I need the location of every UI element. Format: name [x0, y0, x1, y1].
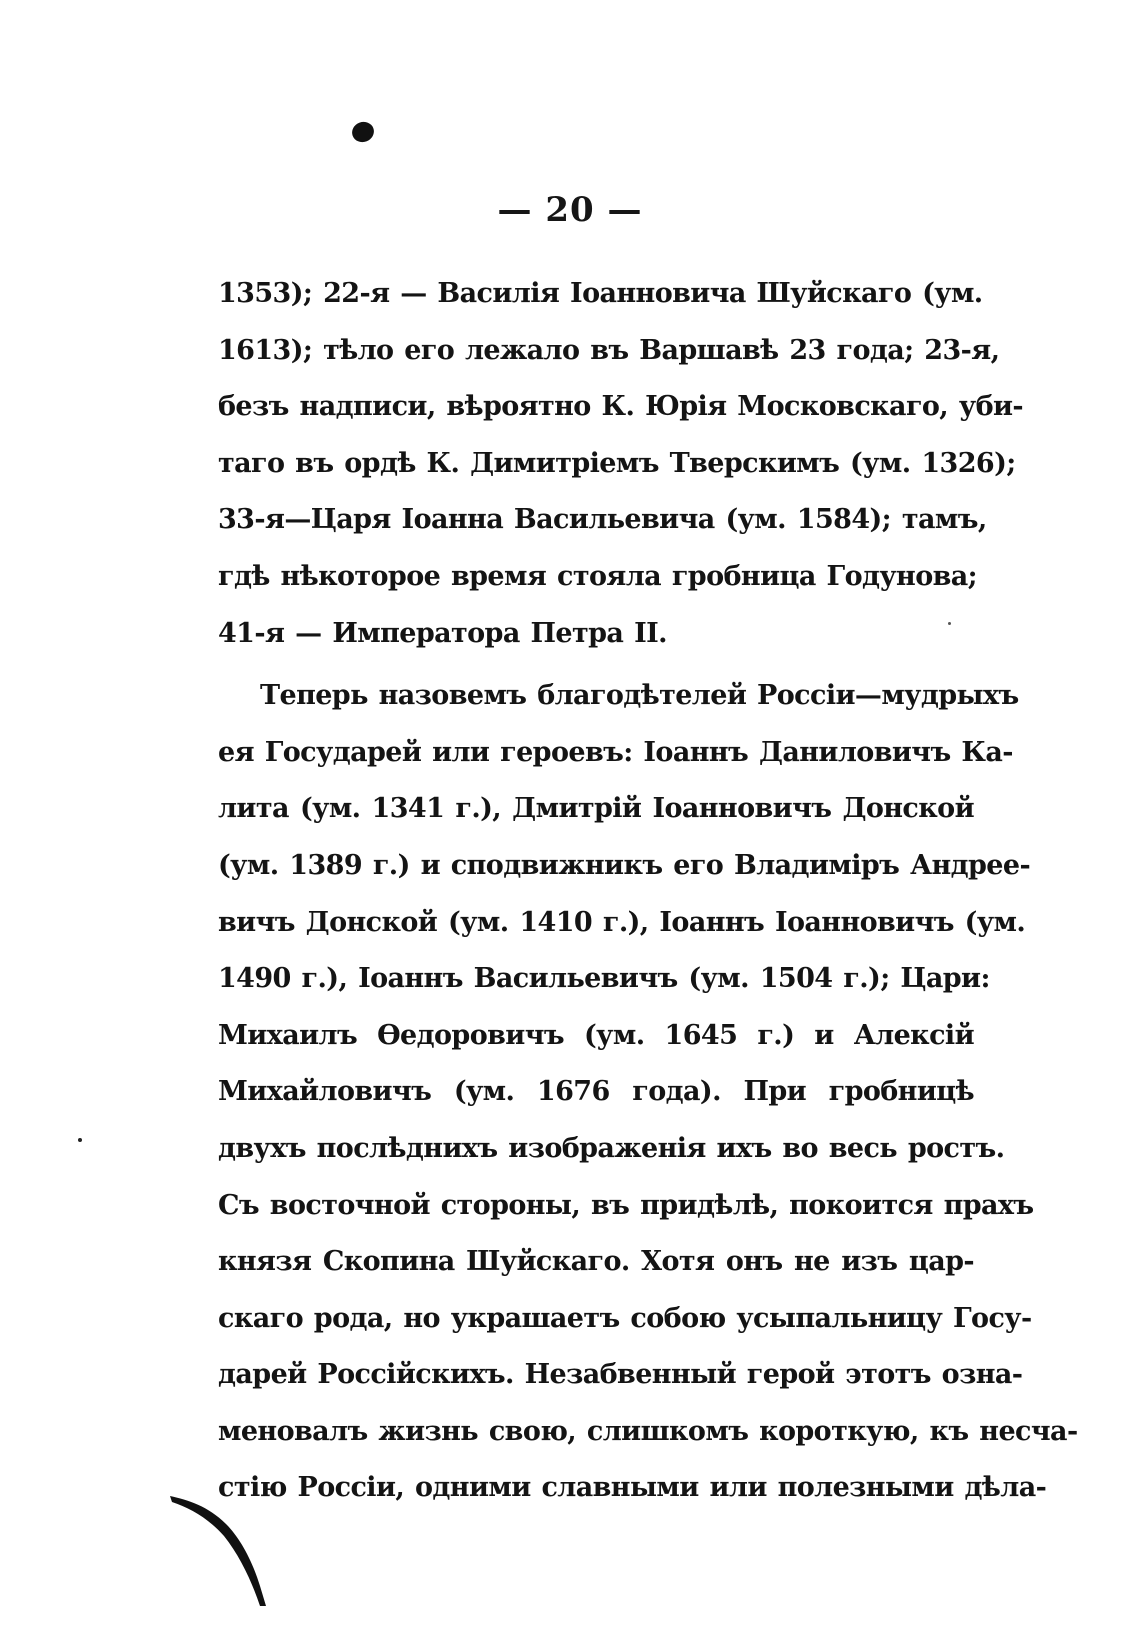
text-line: 1353); 22-я — Василія Іоанновича Шуйскаго (ум.	[218, 278, 983, 309]
ink-blot-mark	[349, 119, 377, 145]
body-text	[218, 266, 1078, 1517]
text-line: 33-я—Царя Іоанна Васильевича (ум. 1584); тамъ,	[218, 504, 987, 536]
text-line: лита (ум. 1341 г.), Дмитрій Іоанновичъ Донской	[218, 793, 974, 825]
text-line: князя Скопина Шуйскаго. Хотя онъ не изъ цар-	[218, 1246, 974, 1278]
text-line: меновалъ жизнь свою, слишкомъ короткую, къ несча-	[218, 1415, 1078, 1447]
text-line: Съ восточной стороны, въ придѣлѣ, покоится прахъ	[218, 1189, 1034, 1221]
text-line: Теперь назовемъ благодѣтелей Россіи—мудрыхъ	[260, 680, 1019, 712]
text-line: 1613); тѣло его лежало въ Варшавѣ 23 года; 23-я,	[218, 334, 1000, 366]
text-line: (ум. 1389 г.) и сподвижникъ его Владиміръ Андрее-	[218, 849, 1031, 881]
text-line: вичъ Донской (ум. 1410 г.), Іоаннъ Іоанновичъ (ум.	[218, 906, 1026, 938]
text-line: Михайловичъ (ум. 1676 года). При гробницѣ	[218, 1076, 974, 1108]
text-line: стію Россіи, одними славными или полезными дѣла-	[218, 1472, 1047, 1504]
text-line: 41-я — Императора Петра II.	[218, 617, 667, 649]
text-line: гдѣ нѣкоторое время стояла гробница Годунова;	[218, 560, 978, 592]
ink-speck-mark	[78, 1138, 82, 1142]
text-line: безъ надписи, вѣроятно К. Юрія Московскаго, уби-	[218, 391, 1024, 423]
text-line: таго въ ордѣ К. Димитріемъ Тверскимъ (ум. 1326);	[218, 447, 1016, 479]
text-line: дарей Россійскихъ. Незабвенный герой этотъ озна-	[218, 1359, 1023, 1391]
text-line: ея Государей или героевъ: Іоаннъ Даниловичъ Ка-	[218, 736, 1013, 768]
text-line: Михаилъ Ѳедоровичъ (ум. 1645 г.) и Алексій	[218, 1019, 974, 1051]
page-number: — 20 —	[497, 190, 643, 230]
text-line: скаго рода, но украшаетъ собою усыпальницу Госу-	[218, 1302, 1032, 1334]
text-line: двухъ послѣднихъ изображенія ихъ во весь ростъ.	[218, 1132, 1005, 1164]
text-line: 1490 г.), Іоаннъ Васильевичъ (ум. 1504 г.); Цари:	[218, 963, 990, 995]
